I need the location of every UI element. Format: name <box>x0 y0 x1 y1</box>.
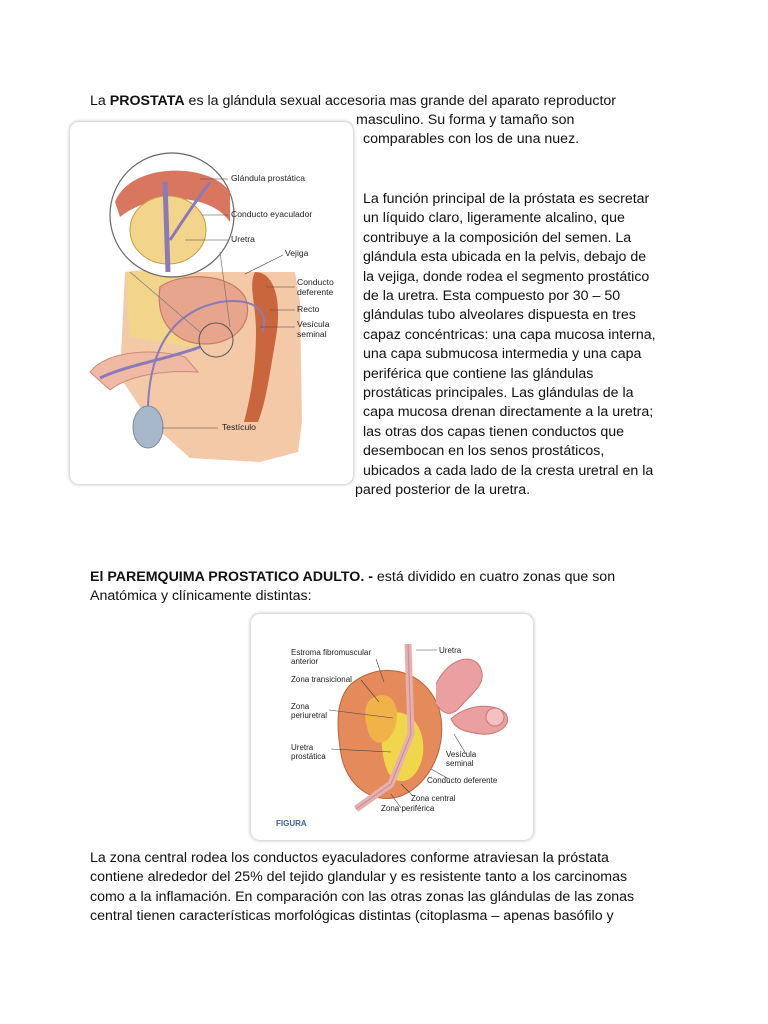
label-vesicula-1: Vesícula <box>297 319 330 329</box>
closing-paragraph <box>90 849 634 927</box>
section2-line-2: Anatómica y clínicamente distintas: <box>90 588 312 604</box>
figure-prostate-zones <box>251 614 533 840</box>
magnified-urethra <box>165 182 168 272</box>
prostate-anatomy-illustration <box>70 122 353 484</box>
function-paragraph-line: prostáticas principales. Las glándulas de la <box>363 385 634 402</box>
label-testiculo: Testículo <box>222 422 256 432</box>
label-vesicula-seminal-2: seminal <box>446 759 474 768</box>
closing-paragraph-line: central tienen características morfológicas distintas (citoplasma – apenas basófilo y <box>90 908 614 925</box>
intro-bold-term: PROSTATA <box>109 93 185 109</box>
label-uretra-prostatica-1: Uretra <box>291 743 314 752</box>
function-paragraph-line: una capa submucosa intermedia y una capa <box>363 346 642 363</box>
label-conducto-eyaculador: Conducto eyaculador <box>231 209 313 219</box>
label-conducto-deferente-2: deferente <box>297 287 334 297</box>
label-zona-periferica: Zona periférica <box>381 804 435 813</box>
intro-line-2: masculino. Su forma y tamaño son <box>356 112 575 128</box>
function-paragraph-line: glándula esta ubicada en la pelvis, debajo de <box>363 249 647 266</box>
figure-prostate-anatomy <box>70 122 353 484</box>
function-paragraph-line: capa mucosa drenan directamente a la uretra; <box>363 404 654 421</box>
function-paragraph-line: desembocan en los senos prostáticos, <box>363 443 605 460</box>
function-paragraph-line: ubicados a cada lado de la cresta uretral en la <box>363 462 654 479</box>
function-paragraph-line: La función principal de la próstata es secretar <box>363 191 650 207</box>
label-glandula-prostatica: Glándula prostática <box>231 173 306 183</box>
function-paragraph-line: pared posterior de la uretra. <box>355 482 531 499</box>
testis-shape <box>133 406 163 448</box>
closing-paragraph-line: como a la inflamación. En comparación con las otras zonas las glándulas de las zonas <box>90 888 635 905</box>
function-paragraph-line: periférica que contiene las glándulas <box>363 365 594 382</box>
label-recto: Recto <box>297 304 320 314</box>
closing-paragraph-line: contiene alrededor del 25% del tejido glandular y es resistente tanto a los carcinomas <box>90 869 628 886</box>
function-paragraph <box>355 190 656 501</box>
leader-vejiga <box>245 255 283 274</box>
prostate-zones-illustration <box>251 614 533 840</box>
label-vejiga: Vejiga <box>285 248 309 258</box>
section2-heading-bold: El PAREMQUIMA PROSTATICO ADULTO. - <box>90 569 373 585</box>
label-vesicula-2: seminal <box>297 329 327 339</box>
vas-deferens-cross-section <box>486 708 504 726</box>
intro-post: es la glándula sexual accesoria mas grande del aparato reproductor <box>184 93 617 109</box>
label-zona-periuretral-1: Zona <box>291 702 310 711</box>
label-zona-central: Zona central <box>411 794 456 803</box>
closing-paragraph-line: La zona central rodea los conductos eyaculadores conforme atraviesan la próstata <box>90 850 609 866</box>
label-uretra-2: Uretra <box>439 646 462 655</box>
function-paragraph-line: capaz concéntricas: una capa mucosa interna, <box>363 326 656 343</box>
figure-caption-fragment: FIGURA <box>276 819 307 828</box>
function-paragraph-line: glándulas tubo alveolares dispuesta en tres <box>363 307 636 324</box>
label-zona-transicional: Zona transicional <box>291 675 352 684</box>
intro-line-3: comparables con los de una nuez. <box>363 131 580 147</box>
function-paragraph-line: la vejiga, donde rodea el segmento prostático <box>363 268 650 285</box>
label-estroma-2: anterior <box>291 657 319 666</box>
label-uretra-prostatica-2: prostática <box>291 752 326 761</box>
function-paragraph-line: contribuye a la composición del semen. La <box>363 229 632 246</box>
section2-heading <box>90 568 615 587</box>
seminal-vesicle-upper <box>436 659 482 713</box>
label-zona-periuretral-2: periuretral <box>291 711 328 720</box>
label-conducto-deferente-2: Conducto deferente <box>427 776 498 785</box>
label-conducto-deferente-1: Conducto <box>297 277 334 287</box>
function-paragraph-line: un líquido claro, ligeramente alcalino, que <box>363 210 625 227</box>
label-uretra: Uretra <box>231 234 255 244</box>
intro-pre: La <box>90 93 110 109</box>
label-vesicula-seminal-1: Vesícula <box>446 750 477 759</box>
function-paragraph-line: de la uretra. Esta compuesto por 30 – 50 <box>363 288 621 305</box>
intro-line-1 <box>90 92 616 111</box>
function-paragraph-line: las otras dos capas tienen conductos que <box>363 423 625 440</box>
section2-heading-rest: está dividido en cuatro zonas que son <box>372 569 616 585</box>
label-estroma-1: Estroma fibromuscular <box>291 648 372 657</box>
